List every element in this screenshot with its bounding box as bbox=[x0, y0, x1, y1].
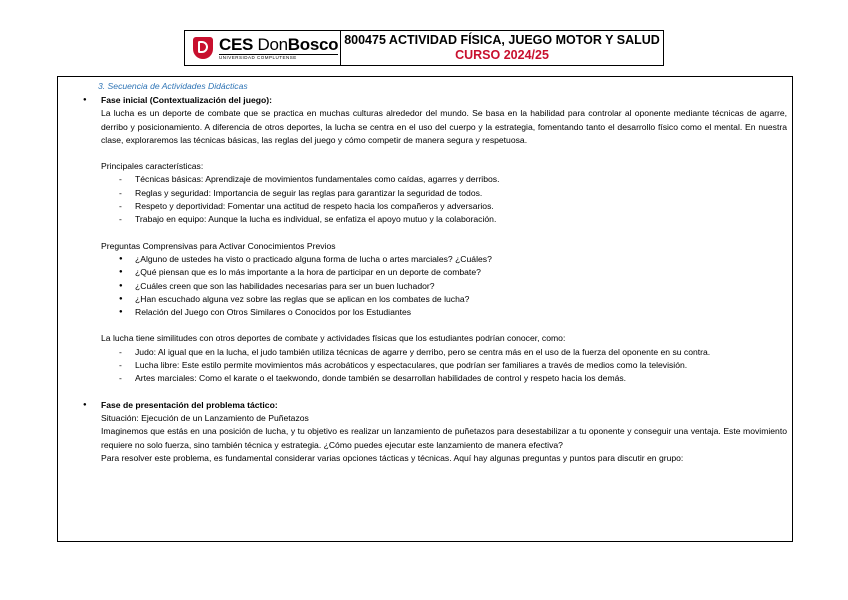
list-item: - Reglas y seguridad: Importancia de seguir las reglas para garantizar la seguridad de todos. bbox=[83, 187, 787, 200]
document-body bbox=[83, 80, 787, 465]
institution-logo bbox=[185, 31, 341, 65]
phase1-paragraph: La lucha es un deporte de combate que se practica en muchas culturas alrededor del mundo. Se basa en la habilidad para controlar al oponente mediante técnicas de agarre, derribo y posicionamiento. A diferencia de otros deportes, la lucha se centra en el uso del cuerpo y la estrategia, fomentando tanto el desarrollo físico como el mental. En nuestra clase, exploraremos las técnicas básicas, las reglas del juego y cómo competir de manera segura y respetuosa. bbox=[101, 108, 787, 145]
phase1-heading: ● Fase inicial (Contextualización del juego): bbox=[83, 94, 787, 107]
phase2-situation: Situación: Ejecución de un Lanzamiento de Puñetazos bbox=[101, 412, 309, 423]
list-item: ● ¿Han escuchado alguna vez sobre las reglas que se aplican en los combates de lucha? bbox=[83, 293, 787, 306]
list-item: ● ¿Cuáles creen que son las habilidades necesarias para ser un buen luchador? bbox=[83, 280, 787, 293]
course-title-box bbox=[341, 31, 663, 65]
phase2-heading: ● Fase de presentación del problema táctico: bbox=[83, 399, 787, 412]
logo-subtitle: UNIVERSIDAD COMPLUTENSE bbox=[219, 54, 338, 61]
similar-heading: La lucha tiene similitudes con otros deportes de combate y actividades físicas que los estudiantes podrían conocer, como: bbox=[101, 333, 566, 344]
list-item: ● Relación del Juego con Otros Similares o Conocidos por los Estudiantes bbox=[83, 306, 787, 319]
phase2-closing: Para resolver este problema, es fundamental considerar varias opciones tácticas y técnicas. Aquí hay algunas preguntas y puntos para discutir en grupo: bbox=[101, 452, 684, 463]
list-item: ● ¿Qué piensan que es lo más importante a la hora de participar en un deporte de combate? bbox=[83, 266, 787, 279]
list-item: - Artes marciales: Como el karate o el taekwondo, donde también se desarrollan habilidades de control y respeto hacia los demás. bbox=[83, 372, 787, 385]
course-year: CURSO 2024/25 bbox=[455, 48, 549, 62]
document-header bbox=[184, 30, 664, 66]
list-item: ● ¿Alguno de ustedes ha visto o practicado alguna forma de lucha o artes marciales? ¿Cuáles? bbox=[83, 253, 787, 266]
shield-logo-icon bbox=[193, 37, 213, 59]
questions-list bbox=[83, 253, 787, 319]
list-item: - Trabajo en equipo: Aunque la lucha es individual, se enfatiza el apoyo mutuo y la colaboración. bbox=[83, 213, 787, 226]
phase2-paragraph: Imaginemos que estás en una posición de lucha, y tu objetivo es realizar un lanzamiento de puñetazos para desestabilizar a tu oponente y conseguir una ventaja. Este movimiento requiere no solo fuerza, sino también técnica y estrategia. ¿Cómo puedes ejecutar este lanzamiento de manera efectiva? bbox=[101, 426, 787, 450]
list-item: - Técnicas básicas: Aprendizaje de movimientos fundamentales como caídas, agarres y derribos. bbox=[83, 173, 787, 186]
course-title: 800475 ACTIVIDAD FÍSICA, JUEGO MOTOR Y SALUD bbox=[344, 33, 660, 47]
list-item: - Respeto y deportividad: Fomentar una actitud de respeto hacia los compañeros y adversarios. bbox=[83, 200, 787, 213]
logo-wordmark: CES DonBosco bbox=[219, 34, 339, 54]
features-list bbox=[83, 173, 787, 226]
section-title: 3. Secuencia de Actividades Didácticas bbox=[98, 81, 248, 91]
features-heading: Principales características: bbox=[101, 161, 204, 172]
questions-heading: Preguntas Comprensivas para Activar Conocimientos Previos bbox=[101, 240, 336, 251]
similar-list bbox=[83, 346, 787, 386]
list-item: - Lucha libre: Este estilo permite movimientos más acrobáticos y espectaculares, que podrían ser familiares a través de medios como la televisión. bbox=[83, 359, 787, 372]
list-item: - Judo: Al igual que en la lucha, el judo también utiliza técnicas de agarre y derribo, pero se centra más en el uso de la fuerza del oponente en su contra. bbox=[83, 346, 787, 359]
